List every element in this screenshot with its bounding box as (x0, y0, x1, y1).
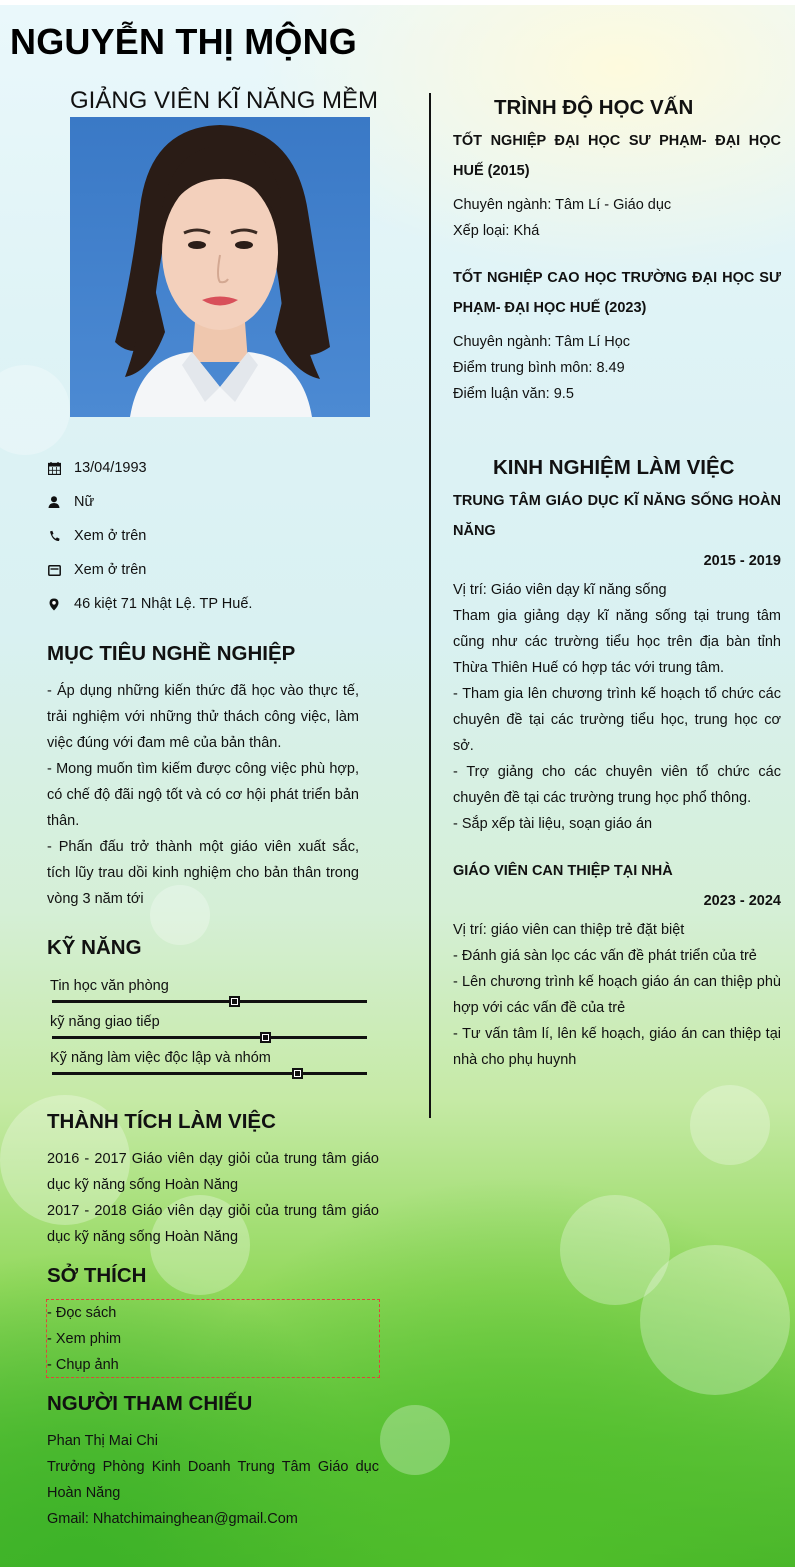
job-line: - Tư vấn tâm lí, lên kế hoạch, giáo án can thiệp tại nhà cho phụ huynh (453, 1026, 781, 1068)
job-line: Vị trí: Giáo viên dạy kĩ năng sống (453, 582, 667, 598)
job-line: - Sắp xếp tài liệu, soạn giáo án (453, 816, 653, 832)
skill-label: Kỹ năng làm việc độc lập và nhóm (50, 1050, 271, 1066)
birthday-value: 13/04/1993 (74, 460, 147, 476)
address-value: 46 kiệt 71 Nhật Lệ. TP Huế. (74, 596, 253, 612)
job-line: - Đánh giá sàn lọc các vấn đề phát triển của trẻ (453, 948, 757, 964)
job-line: Tham gia giảng dạy kĩ năng sống tại trung tâm cũng như các trường tiểu học trên địa bàn tỉnh Thừa Thiên Huế có hợp tác với trung tâm. (453, 608, 781, 676)
job-line: - Tham gia lên chương trình kế hoạch tổ chức các chuyên đề tại các trường tiểu học, trung học cơ sở. (453, 686, 781, 754)
skill-track (52, 1072, 367, 1075)
achievements-title: THÀNH TÍCH LÀM VIỆC (47, 1110, 276, 1133)
skill-slider-handle[interactable] (260, 1032, 271, 1043)
job-description (453, 577, 781, 837)
objective-line: - Phấn đấu trở thành một giáo viên xuất sắc, tích lũy trau dồi kinh nghiệm cho bản thân trong vòng 3 năm tới (47, 839, 359, 907)
references-text (47, 1428, 379, 1532)
reference-position: Trưởng Phòng Kinh Doanh Trung Tâm Giáo dục Hoàn Năng (47, 1459, 379, 1501)
education-details (453, 329, 781, 407)
bokeh-decoration (380, 1405, 450, 1475)
experience-title: KINH NGHIỆM LÀM VIỆC (493, 456, 735, 479)
references-title: NGƯỜI THAM CHIẾU (47, 1392, 253, 1415)
calendar-icon (47, 461, 61, 475)
address-row (47, 596, 252, 612)
education-heading: TỐT NGHIỆP ĐẠI HỌC SƯ PHẠM- ĐẠI HỌC HUẾ (2015) (453, 133, 781, 179)
column-divider (429, 93, 431, 1118)
hobby-item: - Đọc sách (47, 1305, 117, 1321)
education-detail: Chuyên ngành: Tâm Lí Học (453, 334, 631, 350)
job-period: 2015 - 2019 (703, 553, 781, 569)
map-pin-icon (47, 597, 61, 611)
education-title: TRÌNH ĐỘ HỌC VẤN (494, 96, 694, 119)
hobby-item: - Chụp ảnh (47, 1357, 119, 1373)
reference-name: Phan Thị Mai Chi (47, 1433, 158, 1449)
achievement-line: 2016 - 2017 Giáo viên dạy giỏi của trung tâm giáo dục kỹ năng sống Hoàn Năng (47, 1151, 379, 1193)
hobbies-list (47, 1300, 377, 1378)
email-value: Xem ở trên (74, 562, 147, 578)
bokeh-decoration (640, 1245, 790, 1395)
profile-photo (70, 117, 370, 417)
email-icon (47, 563, 61, 577)
education-heading: TỐT NGHIỆP CAO HỌC TRƯỜNG ĐẠI HỌC SƯ PHẠM- ĐẠI HỌC HUẾ (2023) (453, 270, 781, 316)
portrait-illustration (70, 117, 370, 417)
skill-track (52, 1036, 367, 1039)
phone-value: Xem ở trên (74, 528, 147, 544)
candidate-name: NGUYỄN THỊ MỘNG (10, 21, 358, 62)
job-line: Vị trí: giáo viên can thiệp trẻ đặt biệt (453, 922, 685, 938)
job-company: GIÁO VIÊN CAN THIỆP TẠI NHÀ (453, 863, 673, 879)
skill-label: Tin học văn phòng (50, 978, 169, 994)
email-row (47, 562, 146, 578)
objective-line: - Áp dụng những kiến thức đã học vào thực tế, trải nghiệm với những thử thách công việc, làm việc đúng với đam mê của bản thân. (47, 683, 359, 751)
skill-track (52, 1000, 367, 1003)
education-details (453, 192, 781, 244)
skill-slider-handle[interactable] (292, 1068, 303, 1079)
reference-email[interactable]: Gmail: Nhatchimainghean@gmail.Com (47, 1511, 298, 1527)
user-icon (47, 495, 61, 509)
objective-line: - Mong muốn tìm kiếm được công việc phù hợp, có chế độ đãi ngộ tốt và có cơ hội phát triển bản thân. (47, 761, 359, 829)
hobbies-title: SỞ THÍCH (47, 1264, 147, 1287)
education-detail: Điểm luận văn: 9.5 (453, 386, 574, 402)
objective-title: MỤC TIÊU NGHỀ NGHIỆP (47, 642, 296, 665)
skill-label: kỹ năng giao tiếp (50, 1014, 160, 1030)
gender-value: Nữ (74, 494, 95, 510)
achievement-line: 2017 - 2018 Giáo viên dạy giỏi của trung tâm giáo dục kỹ năng sống Hoàn Năng (47, 1203, 379, 1245)
phone-row (47, 528, 146, 544)
bokeh-decoration (690, 1085, 770, 1165)
job-line: - Lên chương trình kế hoạch giáo án can thiệp phù hợp với các vấn đề của trẻ (453, 974, 781, 1016)
gender-row (47, 494, 94, 510)
birthday-row (47, 460, 147, 476)
job-company: TRUNG TÂM GIÁO DỤC KĨ NĂNG SỐNG HOÀN NĂNG (453, 493, 781, 539)
job-line: - Trợ giảng cho các chuyên viên tổ chức các chuyên đề tại các trường trung học phổ thông. (453, 764, 781, 806)
job-description (453, 917, 781, 1073)
hobby-item: - Xem phim (47, 1331, 122, 1347)
education-detail: Điểm trung bình môn: 8.49 (453, 360, 625, 376)
cv-page (0, 5, 795, 1567)
job-period: 2023 - 2024 (703, 893, 781, 909)
job-title: GIẢNG VIÊN KĨ NĂNG MỀM (70, 87, 379, 114)
skill-slider-handle[interactable] (229, 996, 240, 1007)
achievements-text (47, 1146, 379, 1250)
phone-icon (47, 529, 61, 543)
skills-title: KỸ NĂNG (47, 936, 142, 959)
bokeh-decoration (0, 365, 70, 455)
education-detail: Chuyên ngành: Tâm Lí - Giáo dục (453, 197, 672, 213)
education-detail: Xếp loại: Khá (453, 223, 540, 239)
objective-text (47, 678, 359, 912)
